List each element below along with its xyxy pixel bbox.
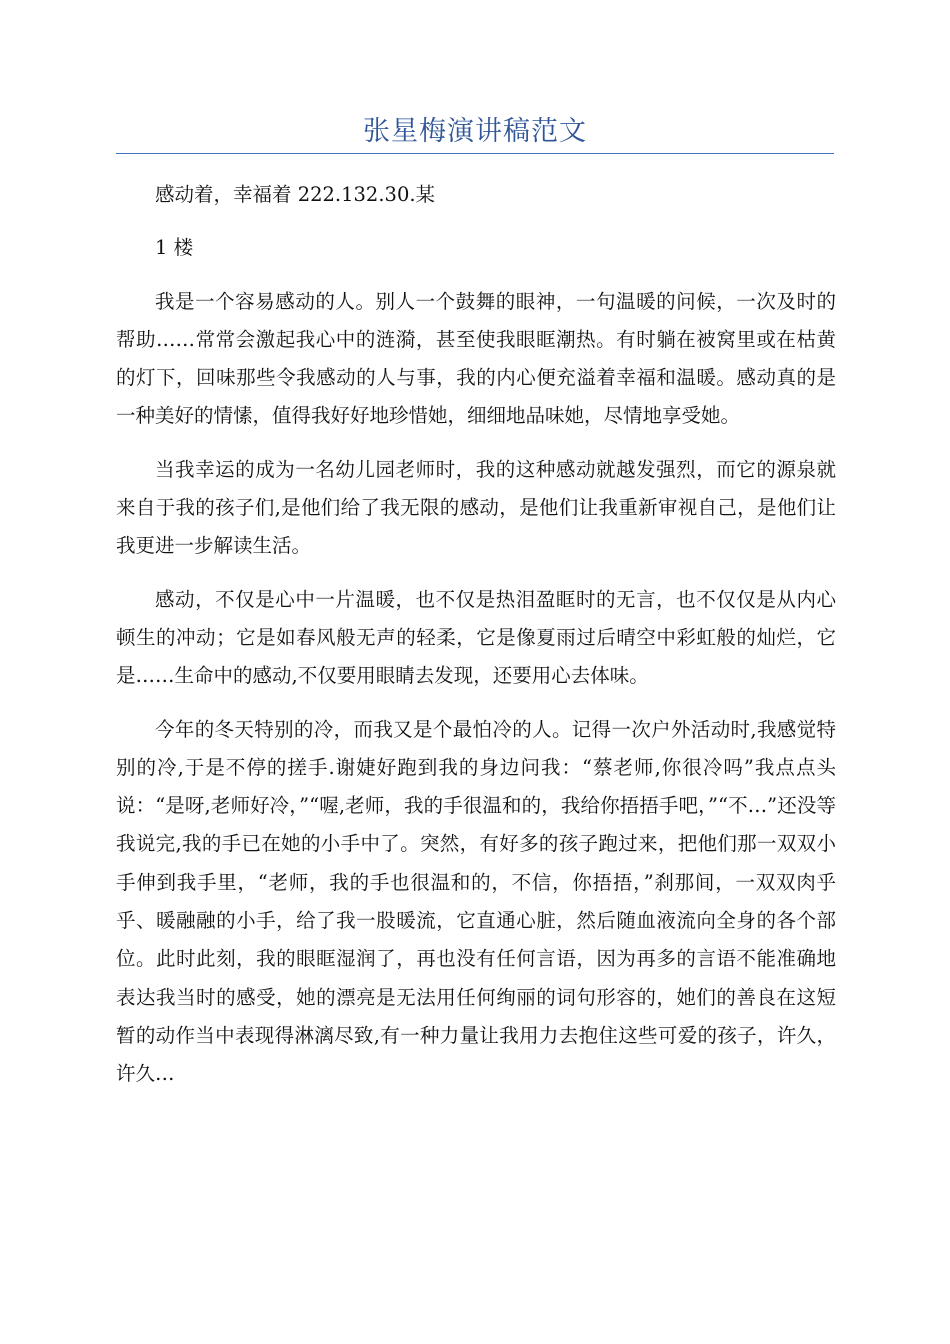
paragraph: 我是一个容易感动的人。别人一个鼓舞的眼神，一句温暖的问候，一次及时的帮助……常常会激起我心中的涟漪，甚至使我眼眶潮热。有时躺在被窝里或在枯黄的灯下，回味那些令我感动的人与事，我的内心便充溢着幸福和温暖。感动真的是一种美好的情愫，值得我好好地珍惜她，细细地品味她，尽情地享受她。: [116, 289, 836, 428]
paragraph: 感动，不仅是心中一片温暖，也不仅是热泪盈眶时的无言，也不仅仅是从内心顿生的冲动；它是如春风般无声的轻柔，它是像夏雨过后晴空中彩虹般的灿烂，它是……生命中的感动,不仅要用眼睛去发现，还要用心去体味。: [116, 587, 836, 688]
paragraph-subtitle: 感动着，幸福着 222.132.30.某: [155, 183, 436, 206]
paragraph-floor: 1 楼: [155, 236, 194, 260]
document-body: [116, 176, 836, 1109]
paragraph: 当我幸运的成为一名幼儿园老师时，我的这种感动就越发强烈，而它的源泉就来自于我的孩子们,是他们给了我无限的感动，是他们让我重新审视自己，是他们让我更进一步解读生活。: [116, 457, 836, 558]
paragraph: 今年的冬天特别的冷，而我又是个最怕冷的人。记得一次户外活动时,我感觉特别的冷,于是不停的搓手.谢婕好跑到我的身边问我：“蔡老师,你很冷吗”我点点头说：“是呀,老师好冷，”“喔,老师，我的手很温和的，我给你捂捂手吧，”“不…”还没等我说完,我的手已在她的小手中了。突然，有好多的孩子跑过来，把他们那一双双小手伸到我手里，“老师，我的手也很温和的，不信，你捂捂，”刹那间，一双双肉乎乎、暖融融的小手，给了我一股暖流，它直通心脏，然后随血液流向全身的各个部位。此时此刻，我的眼眶湿润了，再也没有任何言语，因为再多的言语不能准确地表达我当时的感受，她的漂亮是无法用任何绚丽的词句形容的，她们的善良在这短暂的动作当中表现得淋漓尽致,有一种力量让我用力去抱住这些可爱的孩子，许久，许久…: [116, 717, 836, 1086]
document-title: 张星梅演讲稿范文: [363, 116, 587, 147]
title-underline: [116, 153, 834, 154]
